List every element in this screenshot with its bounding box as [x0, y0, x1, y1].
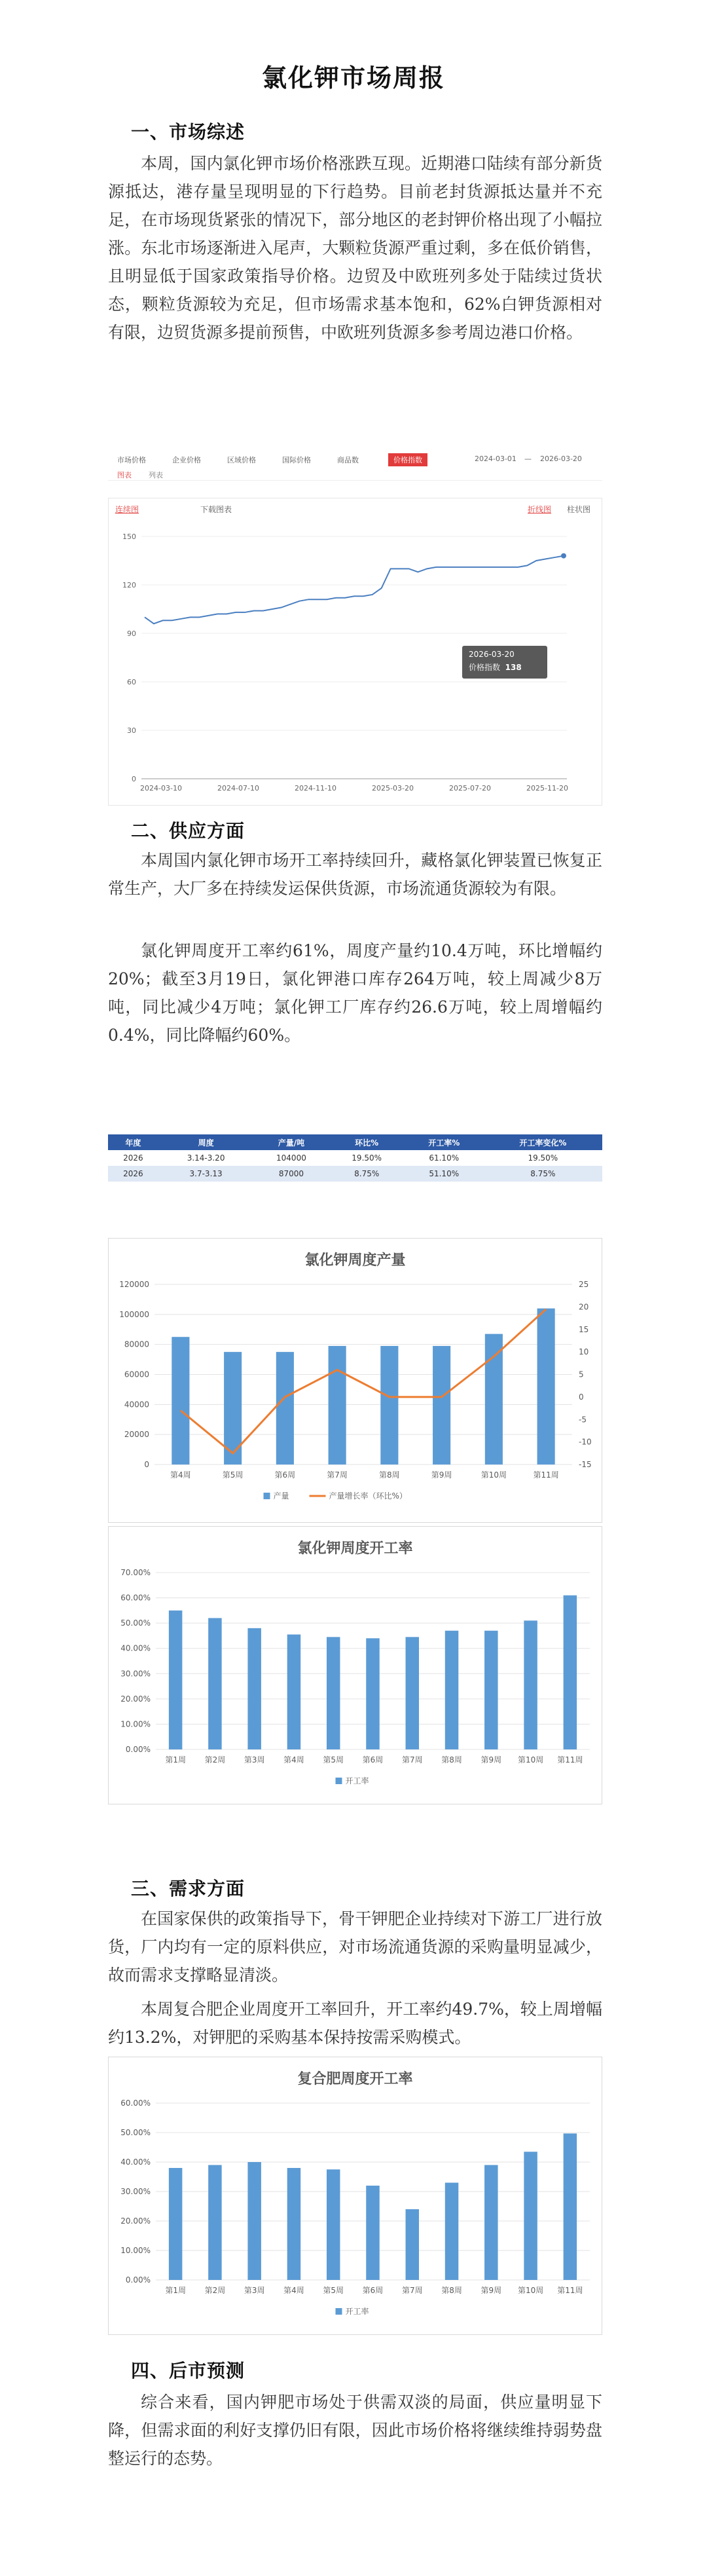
bar: [287, 1635, 300, 1750]
bar: [445, 1631, 458, 1749]
y-tick-label: 20.00%: [120, 2216, 151, 2226]
x-tick-label: 第10周: [517, 2286, 544, 2295]
tooltip-date: 2026-03-20: [469, 650, 515, 659]
col-rate-change: 开工率变化%: [484, 1134, 602, 1150]
cell: 3.7-3.13: [158, 1166, 253, 1182]
x-tick-label: 2024-11-10: [295, 784, 336, 793]
x-tick-label: 2025-07-20: [449, 784, 491, 793]
chart-title: 氯化钾周度开工率: [297, 1540, 413, 1557]
y-tick-label: 10.00%: [120, 1719, 151, 1729]
y2-tick-label: 20: [579, 1302, 589, 1312]
y-tick-label: 0: [144, 1460, 149, 1469]
cell: 104000: [253, 1150, 329, 1166]
x-tick-label: 第4周: [170, 1470, 191, 1480]
cell: 8.75%: [484, 1166, 602, 1182]
legend-label: 开工率: [345, 2307, 369, 2316]
y2-tick-label: 10: [579, 1347, 589, 1357]
col-week: 周度: [158, 1134, 253, 1150]
y-tick-label: 0: [132, 775, 136, 783]
col-rate: 开工率%: [405, 1134, 484, 1150]
line-chart-link[interactable]: 折线图: [528, 505, 552, 514]
cell: 61.10%: [405, 1150, 484, 1166]
section-heading-demand: 三、需求方面: [131, 1878, 245, 1899]
price-tabs: [108, 453, 602, 468]
section-heading-outlook: 四、后市预测: [131, 2360, 245, 2381]
bar: [537, 1309, 555, 1465]
y-tick-label: 70.00%: [120, 1568, 151, 1577]
bar: [485, 1334, 503, 1465]
x-tick-label: 第8周: [379, 1470, 400, 1480]
y2-tick-label: -5: [579, 1415, 587, 1425]
price-index-line: [145, 556, 564, 624]
date-from[interactable]: 2024-03-01: [475, 455, 517, 463]
x-tick-label: 第7周: [401, 2286, 423, 2295]
price-subtabs: [108, 469, 602, 481]
x-tick-label: 第9周: [480, 1755, 502, 1764]
y2-tick-label: 0: [579, 1392, 584, 1402]
x-tick-label: 第6周: [362, 2286, 384, 2295]
x-tick-label: 第10周: [517, 1755, 544, 1764]
continuous-chart-link[interactable]: 连续图: [115, 505, 139, 514]
cell: 19.50%: [484, 1150, 602, 1166]
cell: 51.10%: [405, 1166, 484, 1182]
section-heading-overview: 一、市场综述: [131, 121, 245, 143]
col-year: 年度: [108, 1134, 158, 1150]
y-tick-label: 150: [122, 532, 136, 541]
x-tick-label: 第11周: [557, 2286, 583, 2295]
table-row: [108, 1150, 602, 1166]
y-tick-label: 30.00%: [120, 2187, 151, 2196]
legend-swatch: [336, 1778, 342, 1784]
y-tick-label: 40.00%: [120, 2157, 151, 2167]
supply-paragraph-2: 氯化钾周度开工率约61%，周度产量约10.4万吨，环比增幅约20%；截至3月19日，氯化钾港口库存264万吨，较上周减少8万吨，同比减少4万吨；氯化钾工厂库存约26.6万吨，较上周增幅约0.4%，同比降幅约60%。: [108, 941, 602, 1045]
tab-price-index[interactable]: 价格指数: [388, 453, 427, 466]
bar: [208, 2165, 221, 2281]
y-tick-label: 10.00%: [120, 2246, 151, 2255]
col-mom: 环比%: [329, 1134, 405, 1150]
x-tick-label: 第4周: [283, 1755, 304, 1764]
subtab-list[interactable]: 列表: [149, 471, 163, 479]
x-tick-label: 第11周: [533, 1470, 559, 1480]
fert-rate-chart-box: [108, 2057, 602, 2335]
bar: [327, 1637, 340, 1749]
page-title: 氯化钾市场周报: [261, 63, 445, 92]
tooltip-label: 价格指数: [469, 663, 501, 672]
x-tick-label: 第7周: [401, 1755, 423, 1764]
y2-tick-label: 15: [579, 1324, 589, 1334]
chart-title: 氯化钾周度产量: [304, 1252, 406, 1269]
bar: [406, 2209, 419, 2280]
legend-label: 产量增长率（环比%）: [329, 1491, 407, 1501]
bar: [484, 1631, 498, 1749]
x-tick-label: 第3周: [244, 1755, 265, 1764]
x-tick-label: 第11周: [557, 1755, 583, 1764]
price-index-point: [561, 553, 566, 559]
y-tick-label: 60000: [124, 1370, 149, 1379]
tooltip-value: 138: [505, 663, 522, 672]
cell: 87000: [253, 1166, 329, 1182]
y-tick-label: 90: [127, 629, 136, 638]
y-tick-label: 30: [127, 726, 136, 735]
bar: [564, 2133, 577, 2280]
x-tick-label: 第5周: [323, 1755, 344, 1764]
y2-tick-label: -10: [579, 1437, 592, 1447]
x-tick-label: 2024-03-10: [140, 784, 182, 793]
x-tick-label: 第9周: [480, 2286, 502, 2295]
bar: [484, 2165, 498, 2281]
section-heading-supply: 二、供应方面: [131, 820, 245, 842]
x-tick-label: 第5周: [323, 2286, 344, 2295]
bar-chart-link[interactable]: 柱状图: [567, 505, 591, 514]
supply-paragraph-1: 本周国内氯化钾市场开工率持续回升，藏格氯化钾装置已恢复正常生产，大厂多在持续发运保供货源，市场流通货源较为有限。: [108, 851, 602, 898]
x-tick-label: 第8周: [441, 1755, 462, 1764]
bar: [406, 1637, 419, 1749]
legend-swatch: [264, 1493, 270, 1499]
output-chart-box: [108, 1238, 602, 1523]
y-tick-label: 0.00%: [125, 1745, 151, 1754]
price-tooltip: [462, 646, 547, 679]
y-tick-label: 60.00%: [120, 2099, 151, 2108]
bar: [380, 1346, 398, 1465]
kcl-rate-chart-box: [108, 1526, 602, 1804]
bar: [524, 2152, 537, 2280]
y-tick-label: 50.00%: [120, 2128, 151, 2137]
x-tick-label: 第6周: [362, 1755, 384, 1764]
bar: [564, 1596, 577, 1749]
bar: [169, 2168, 182, 2280]
x-tick-label: 第9周: [431, 1470, 452, 1480]
cell: 2026: [108, 1150, 158, 1166]
bar: [327, 2169, 340, 2280]
y-tick-label: 40000: [124, 1400, 149, 1409]
date-to[interactable]: 2026-03-20: [540, 455, 582, 463]
compound-fertilizer-rate-chart: [109, 2057, 602, 2334]
x-tick-label: 第2周: [204, 2286, 226, 2295]
y-tick-label: 20.00%: [120, 1694, 151, 1704]
weekly-output-chart: [109, 1239, 602, 1522]
overview-paragraph: 本周，国内氯化钾市场价格涨跌互现。近期港口陆续有部分新货源抵达，港存量呈现明显的下行趋势。目前老封货源抵达量并不充足，在市场现货紧张的情况下，部分地区的老封钾价格出现了小幅拉涨。东北市场逐渐进入尾声，大颗粒货源严重过剩，多在低价销售，且明显低于国家政策指导价格。边贸及中欧班列多处于陆续过货状态，颗粒货源较为充足，但市场需求基本饱和，62%白钾货源相对有限，边贸货源多提前预售，中欧班列货源多参考周边港口价格。: [108, 154, 602, 342]
bar: [276, 1352, 294, 1465]
x-tick-label: 2025-11-20: [526, 784, 568, 793]
y2-tick-label: 5: [579, 1370, 584, 1379]
y-tick-label: 80000: [124, 1339, 149, 1349]
legend-swatch: [336, 2308, 342, 2315]
date-separator: —: [524, 455, 532, 463]
x-tick-label: 第5周: [222, 1470, 244, 1480]
bar: [366, 1638, 379, 1749]
cell: 2026: [108, 1166, 158, 1182]
y-tick-label: 60.00%: [120, 1593, 151, 1603]
x-tick-label: 第7周: [327, 1470, 348, 1480]
y-tick-label: 30.00%: [120, 1669, 151, 1679]
y-tick-label: 40.00%: [120, 1643, 151, 1653]
bar: [287, 2168, 300, 2280]
bar: [208, 1618, 221, 1749]
x-tick-label: 第6周: [274, 1470, 296, 1480]
y-tick-label: 0.00%: [125, 2275, 151, 2285]
y-tick-label: 50.00%: [120, 1618, 151, 1628]
outlook-paragraph: 综合来看，国内钾肥市场处于供需双淡的局面，供应量明显下降，但需求面的利好支撑仍旧有限，因此市场价格将继续维持弱势盘整运行的态势。: [108, 2393, 602, 2468]
bar: [247, 1628, 261, 1749]
bar: [247, 2162, 261, 2280]
x-tick-label: 2024-07-10: [217, 784, 259, 793]
legend-label: 产量: [273, 1491, 289, 1501]
bar: [366, 2186, 379, 2280]
y2-tick-label: 25: [579, 1280, 589, 1289]
cell: 19.50%: [329, 1150, 405, 1166]
tab-commodity-index[interactable]: 商品数: [337, 456, 359, 464]
bar: [445, 2183, 458, 2281]
tab-region-price[interactable]: 区域价格: [227, 456, 256, 464]
y-tick-label: 20000: [124, 1430, 149, 1440]
y-tick-label: 60: [127, 678, 136, 686]
x-tick-label: 第8周: [441, 2286, 462, 2295]
bar: [433, 1346, 450, 1465]
y-tick-label: 120000: [119, 1280, 149, 1289]
demand-paragraph-2: 本周复合肥企业周度开工率回升，开工率约49.7%，较上周增幅约13.2%，对钾肥的采购基本保持按需采购模式。: [108, 2000, 602, 2047]
y-tick-label: 100000: [119, 1309, 149, 1319]
x-tick-label: 第1周: [165, 1755, 186, 1764]
x-tick-label: 第2周: [204, 1755, 226, 1764]
x-tick-label: 2025-03-20: [372, 784, 414, 793]
subtab-chart[interactable]: 图表: [117, 471, 132, 479]
x-tick-label: 第10周: [480, 1470, 507, 1480]
price-chart-frame: [108, 498, 602, 806]
cell: 8.75%: [329, 1166, 405, 1182]
demand-paragraph-1: 在国家保供的政策指导下，骨干钾肥企业持续对下游工厂进行放货，厂内均有一定的原料供应，对市场流通货源的采购量明显减少，故而需求支撑略显清淡。: [108, 1909, 602, 1985]
tooltip-row: [469, 662, 541, 673]
kcl-operating-rate-chart: [109, 1527, 602, 1804]
x-tick-label: 第4周: [283, 2286, 304, 2295]
table-row: [108, 1166, 602, 1182]
tab-market-price[interactable]: 市场价格: [117, 456, 146, 464]
table-header-row: [108, 1134, 602, 1150]
x-tick-label: 第3周: [244, 2286, 265, 2295]
bar: [329, 1346, 346, 1465]
tab-company-price[interactable]: 企业价格: [172, 456, 201, 464]
tab-intl-price[interactable]: 国际价格: [282, 456, 311, 464]
y-tick-label: 120: [122, 581, 136, 589]
production-table: [108, 1134, 602, 1182]
x-tick-label: 第1周: [165, 2286, 186, 2295]
legend-label: 开工率: [345, 1776, 369, 1785]
col-output: 产量/吨: [253, 1134, 329, 1150]
bar: [169, 1611, 182, 1749]
chart-title: 复合肥周度开工率: [297, 2071, 413, 2087]
y2-tick-label: -15: [579, 1460, 592, 1469]
download-chart-link[interactable]: 下载图表: [200, 505, 232, 514]
bar: [172, 1337, 189, 1465]
cell: 3.14-3.20: [158, 1150, 253, 1166]
bar: [524, 1620, 537, 1749]
